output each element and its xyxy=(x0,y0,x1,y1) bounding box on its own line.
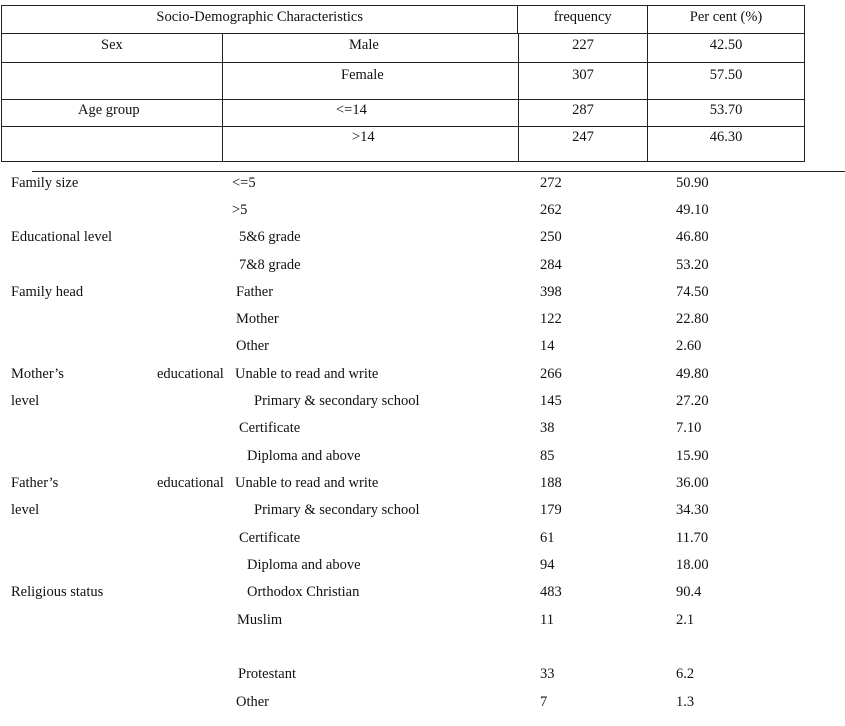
row-category: <=5 xyxy=(232,175,256,191)
table-row xyxy=(2,63,805,100)
row-category: Unable to read and write xyxy=(235,475,379,491)
row-category: 5&6 grade xyxy=(239,229,301,245)
row-frequency: 38 xyxy=(540,420,555,436)
row-category: Primary & secondary school xyxy=(254,393,420,409)
row-label: Family size xyxy=(11,175,79,191)
row-frequency: 11 xyxy=(540,612,554,628)
row-category: Other xyxy=(236,694,270,710)
row-category: Female xyxy=(223,63,519,100)
row-frequency: 7 xyxy=(540,694,548,710)
row-label: level xyxy=(11,502,40,518)
row-label: level xyxy=(11,393,40,409)
row-category: Diploma and above xyxy=(247,557,361,573)
row-frequency: 284 xyxy=(540,257,562,273)
table-divider xyxy=(32,171,845,172)
row-frequency: 14 xyxy=(540,338,555,354)
table-header-row xyxy=(2,6,805,34)
row-percent: 7.10 xyxy=(676,420,702,436)
row-frequency: 33 xyxy=(540,666,555,682)
row-percent: 49.10 xyxy=(676,202,709,218)
row-label: Mother’s xyxy=(11,366,64,382)
row-percent: 50.90 xyxy=(676,175,709,191)
row-percent: 53.70 xyxy=(648,100,805,127)
header-characteristics-cell xyxy=(2,6,648,34)
header-percent: Per cent (%) xyxy=(648,6,805,34)
row-frequency: 262 xyxy=(540,202,562,218)
row-frequency: 122 xyxy=(540,311,562,327)
row-percent: 57.50 xyxy=(648,63,805,100)
row-percent: 49.80 xyxy=(676,366,709,382)
row-frequency: 398 xyxy=(540,284,562,300)
row-frequency: 307 xyxy=(519,63,648,100)
row-category: Orthodox Christian xyxy=(247,584,360,600)
demographics-table-top xyxy=(1,5,805,162)
row-label xyxy=(2,63,223,100)
row-percent: 27.20 xyxy=(676,393,709,409)
row-label-extra: educational xyxy=(157,366,224,382)
row-category: Diploma and above xyxy=(247,448,361,464)
row-category: Primary & secondary school xyxy=(254,502,420,518)
row-category: Other xyxy=(236,338,270,354)
row-label: Family head xyxy=(11,284,84,300)
row-category: Muslim xyxy=(237,612,283,628)
row-frequency: 94 xyxy=(540,557,555,573)
row-label: Sex xyxy=(2,34,223,63)
row-category: >5 xyxy=(232,202,248,218)
row-percent: 90.4 xyxy=(676,584,702,600)
header-characteristics: Socio-Demographic Characteristics xyxy=(156,9,363,25)
row-label xyxy=(2,127,223,162)
row-category: Protestant xyxy=(238,666,296,682)
row-category: Unable to read and write xyxy=(235,366,379,382)
row-percent: 2.60 xyxy=(676,338,702,354)
row-frequency: 250 xyxy=(540,229,562,245)
row-category: Father xyxy=(236,284,274,300)
row-label-extra: educational xyxy=(157,475,224,491)
row-label: Religious status xyxy=(11,584,104,600)
row-percent: 74.50 xyxy=(676,284,709,300)
row-percent: 46.30 xyxy=(648,127,805,162)
row-category: 7&8 grade xyxy=(239,257,301,273)
row-frequency: 227 xyxy=(519,34,648,63)
row-frequency: 145 xyxy=(540,393,562,409)
row-label: Father’s xyxy=(11,475,59,491)
row-percent: 18.00 xyxy=(676,557,709,573)
row-frequency: 247 xyxy=(519,127,648,162)
row-percent: 6.2 xyxy=(676,666,695,682)
row-category: Mother xyxy=(236,311,279,327)
row-frequency: 179 xyxy=(540,502,562,518)
row-frequency: 287 xyxy=(519,100,648,127)
table-row xyxy=(2,127,805,162)
row-percent: 22.80 xyxy=(676,311,709,327)
row-percent: 46.80 xyxy=(676,229,709,245)
table-row xyxy=(2,100,805,127)
row-percent: 42.50 xyxy=(648,34,805,63)
row-frequency: 483 xyxy=(540,584,562,600)
row-percent: 36.00 xyxy=(676,475,709,491)
row-percent: 53.20 xyxy=(676,257,709,273)
row-percent: 15.90 xyxy=(676,448,709,464)
row-frequency: 272 xyxy=(540,175,562,191)
header-frequency: frequency xyxy=(517,6,647,33)
row-category: Certificate xyxy=(239,420,301,436)
row-label: Educational level xyxy=(11,229,113,245)
row-category: Certificate xyxy=(239,530,301,546)
row-frequency: 85 xyxy=(540,448,555,464)
row-percent: 34.30 xyxy=(676,502,709,518)
row-percent: 11.70 xyxy=(676,530,709,546)
row-category: Male xyxy=(223,34,519,63)
row-category: >14 xyxy=(223,127,519,162)
row-category: <=14 xyxy=(223,100,519,127)
row-label: Age group xyxy=(2,100,223,127)
row-frequency: 266 xyxy=(540,366,562,382)
row-frequency: 188 xyxy=(540,475,562,491)
table-row xyxy=(2,34,805,63)
row-percent: 1.3 xyxy=(676,694,695,710)
row-percent: 2.1 xyxy=(676,612,695,628)
row-frequency: 61 xyxy=(540,530,555,546)
